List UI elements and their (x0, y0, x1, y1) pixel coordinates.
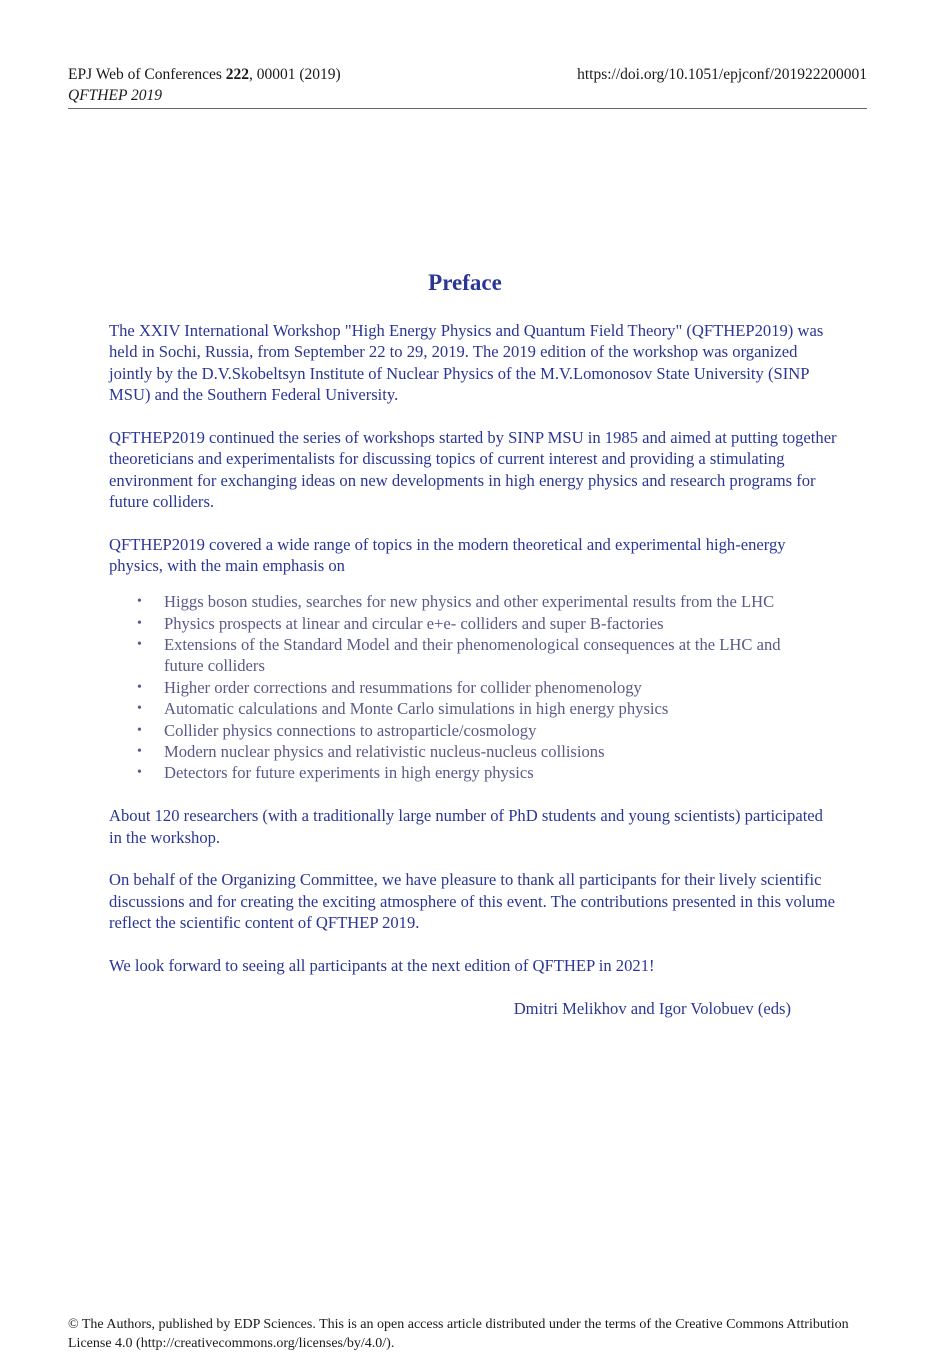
doi-link[interactable]: https://doi.org/10.1051/epjconf/201922200001 (577, 66, 867, 83)
conference-name: QFTHEP 2019 (68, 87, 163, 104)
list-item: • Collider physics connections to astroparticle/cosmology (164, 720, 839, 741)
journal-citation: EPJ Web of Conferences 222, 00001 (2019) (68, 66, 341, 83)
list-item: • Physics prospects at linear and circular e+e- colliders and super B-factories (164, 613, 839, 634)
list-item: • Detectors for future experiments in high energy physics (164, 762, 839, 783)
topics-list (109, 591, 839, 784)
list-item: • Extensions of the Standard Model and their phenomenological consequences at the LHC and future colliders (164, 634, 839, 677)
list-item: • Modern nuclear physics and relativistic nucleus-nucleus collisions (164, 741, 839, 762)
page-header (68, 64, 867, 106)
paragraph: We look forward to seeing all participants at the next edition of QFTHEP in 2021! (109, 956, 655, 976)
list-item: • Higher order corrections and resummations for collider phenomenology (164, 677, 839, 698)
list-item: • Higgs boson studies, searches for new physics and other experimental results from the LHC (164, 591, 839, 612)
paragraph: On behalf of the Organizing Committee, we have pleasure to thank all participants for their lively scientific discussions and for creating the exciting atmosphere of this event. The contributions presented in this volume reflect the scientific content of QFTHEP 2019. (109, 870, 835, 933)
paragraph: QFTHEP2019 continued the series of workshops started by SINP MSU in 1985 and aimed at putting together theoreticians and experimentalists for discussing topics of current interest and providing a stimulating environment for exchanging ideas on new developments in high energy physics and research programs for future colliders. (109, 428, 837, 512)
journal-volume: 222 (225, 66, 249, 83)
editors-signature: Dmitri Melikhov and Igor Volobuev (eds) (513, 998, 791, 1018)
header-rule (68, 108, 867, 109)
page-title: Preface (428, 270, 502, 295)
list-item: • Automatic calculations and Monte Carlo simulations in high energy physics (164, 698, 839, 719)
preface-body (109, 320, 839, 1019)
paragraph: QFTHEP2019 covered a wide range of topics in the modern theoretical and experimental high-energy physics, with the main emphasis on (109, 535, 786, 576)
paragraph: The XXIV International Workshop "High Energy Physics and Quantum Field Theory" (QFTHEP2019) was held in Sochi, Russia, from September 22 to 29, 2019. The 2019 edition of the workshop was organized jointly by the D.V.Skobeltsyn Institute of Nuclear Physics of the M.V.Lomonosov State University (SINP MSU) and the Southern Federal University. (109, 321, 824, 405)
license-footer: © The Authors, published by EDP Sciences. This is an open access article distributed under the terms of the Creative Commons Attribution License 4.0 (http://creativecommons.org/licenses/by/4.0/). (68, 1317, 849, 1351)
paragraph: About 120 researchers (with a traditionally large number of PhD students and young scientists) participated in the workshop. (109, 806, 823, 847)
